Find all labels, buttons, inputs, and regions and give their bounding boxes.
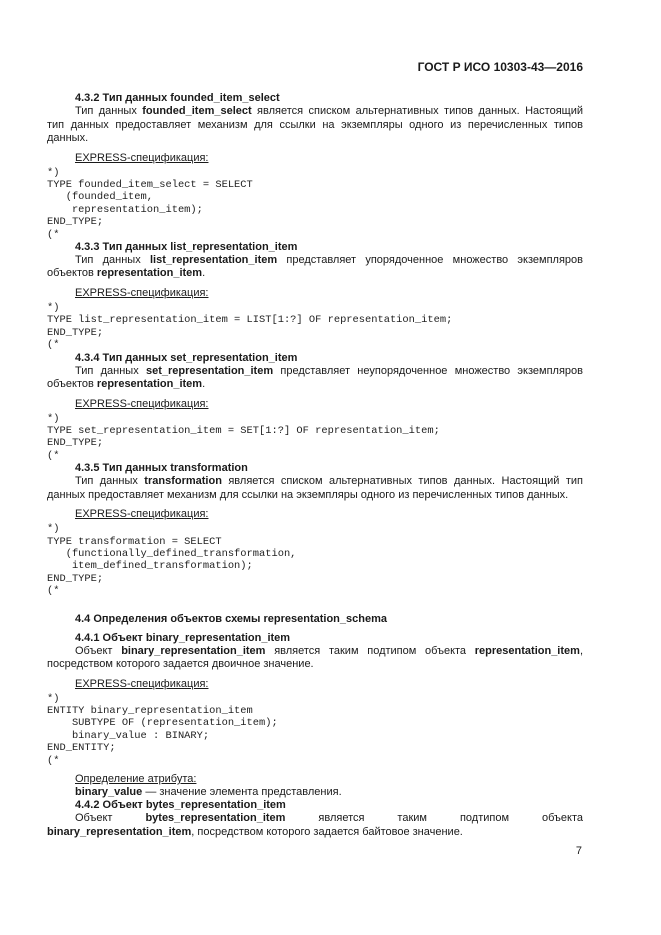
section-heading-4-4-1: 4.4.1 Объект binary_representation_item <box>75 631 291 644</box>
express-spec-label: EXPRESS-спецификация: <box>75 397 209 410</box>
express-code-block: *) TYPE set_representation_item = SET[1:?] OF representation_item; END_TYPE; (* <box>47 412 440 462</box>
section-heading-4-3-4: 4.3.4 Тип данных set_representation_item <box>75 351 298 364</box>
section-heading-4-3-5: 4.3.5 Тип данных transformation <box>75 462 248 475</box>
section-heading-4-4: 4.4 Определения объектов схемы representation_schema <box>75 612 387 625</box>
section-text-4-4-1: Объект binary_representation_item является таким подтипом объекта representation_item, посредством которого задается двоичное значение. <box>47 644 583 671</box>
section-heading-4-3-3: 4.3.3 Тип данных list_representation_item <box>75 240 298 253</box>
section-text-4-3-3: Тип данных list_representation_item представляет упорядоченное множество экземпляров объектов representation_item. <box>47 253 583 280</box>
document-header: ГОСТ Р ИСО 10303-43—2016 <box>417 60 583 74</box>
express-spec-label: EXPRESS-спецификация: <box>75 677 209 690</box>
attribute-definition: binary_value — значение элемента представления. <box>75 786 342 799</box>
express-code-block: *) ENTITY binary_representation_item SUBTYPE OF (representation_item); binary_value : BINARY; END_ENTITY; (* <box>47 692 278 767</box>
attribute-definition-label: Определение атрибута: <box>75 773 197 786</box>
section-heading-4-3-2: 4.3.2 Тип данных founded_item_select <box>75 92 280 104</box>
section-text-4-4-2: Объект bytes_representation_item является таким подтипом объекта binary_representation_item, посредством которого задается байтовое значение. <box>47 812 583 838</box>
express-code-block: *) TYPE list_representation_item = LIST[1:?] OF representation_item; END_TYPE; (* <box>47 301 453 352</box>
section-text-4-3-5: Тип данных transformation является списком альтернативных типов данных. Настоящий тип данных предоставляет механизм для ссылки на экземпляры одного из перечисленных типов данных. <box>47 475 583 501</box>
section-text-4-3-4: Тип данных set_representation_item представляет неупорядоченное множество экземпляров объектов representation_item. <box>47 364 583 391</box>
document-body <box>47 92 583 839</box>
express-spec-label: EXPRESS-спецификация: <box>75 151 209 164</box>
express-spec-label: EXPRESS-спецификация: <box>75 508 209 521</box>
page-number: 7 <box>575 845 582 857</box>
express-code-block: *) TYPE founded_item_select = SELECT (founded_item, representation_item); END_TYPE; (* <box>47 166 253 241</box>
section-text-4-3-2: Тип данных founded_item_select является списком альтернативных типов данных. Настоящий тип данных предоставляет механизм для ссылки на экземпляры одного из перечисленных типов данных. <box>47 105 583 144</box>
express-spec-label: EXPRESS-спецификация: <box>75 286 209 299</box>
express-code-block: *) TYPE transformation = SELECT (functionally_defined_transformation, item_defined_transformation); END_TYPE; (* <box>47 523 297 598</box>
section-heading-4-4-2: 4.4.2 Объект bytes_representation_item <box>75 799 286 812</box>
